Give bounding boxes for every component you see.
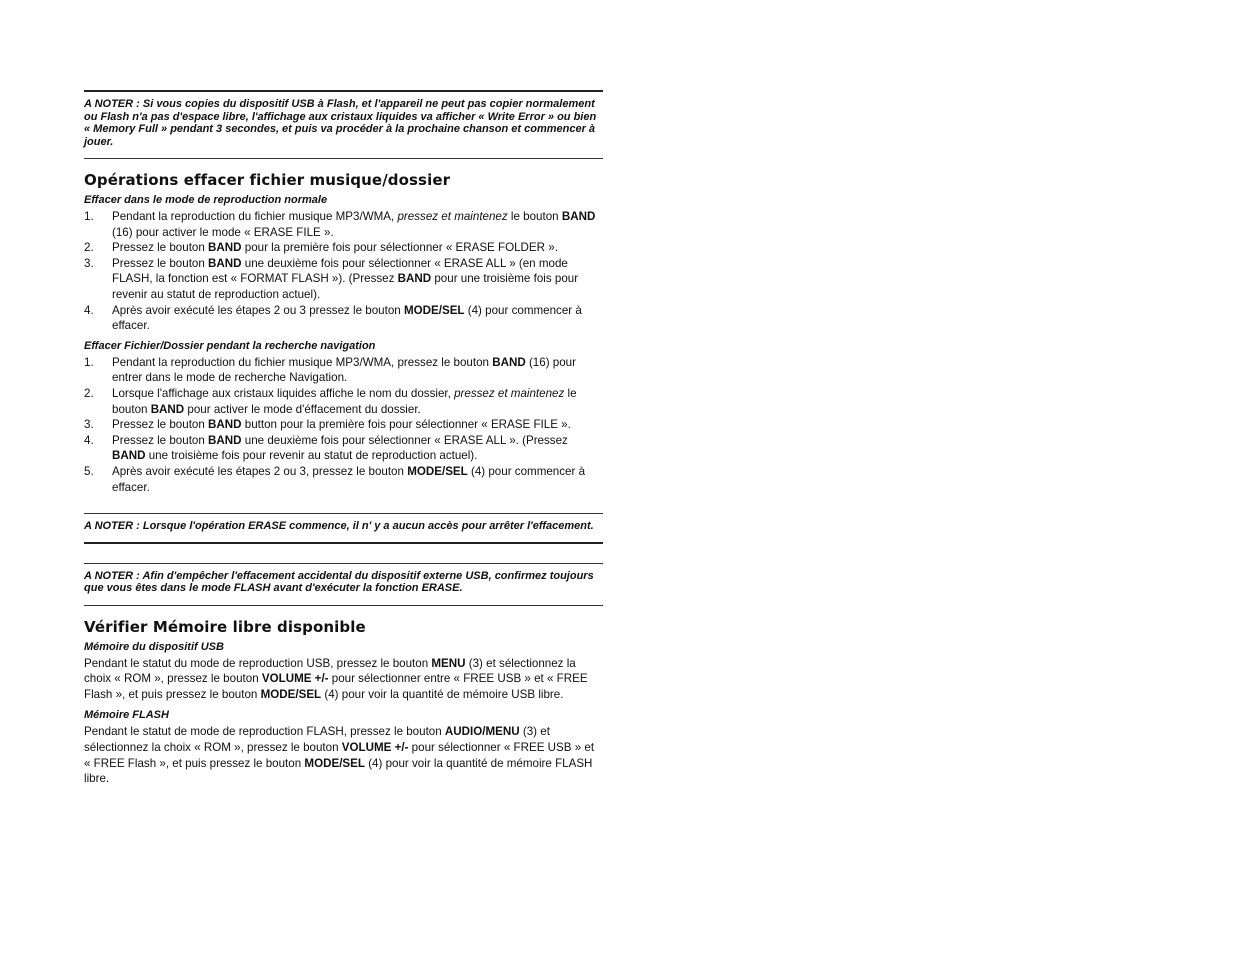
text-run: (4) pour commencer à effacer. <box>112 464 586 494</box>
subsection-title-usb-memory: Mémoire du dispositif USB <box>84 640 224 653</box>
divider <box>84 605 603 606</box>
list-number: 3. <box>84 418 94 432</box>
button-name: MODE/SEL <box>260 688 322 702</box>
text-run: pour sélectionner « FREE USB » et « FREE Flash », et puis pressez le bouton <box>84 740 595 770</box>
text-run: Pressez le bouton <box>112 418 209 432</box>
button-name: BAND <box>208 256 242 270</box>
text-run: pour sélectionner entre « FREE USB » et « FREE Flash », et puis pressez le bouton <box>84 672 588 702</box>
text-run: pour la première fois pour sélectionner « ERASE FOLDER ». <box>241 241 558 255</box>
text-run: une deuxième fois pour sélectionner « ERASE ALL ». (Pressez <box>241 433 568 447</box>
text-run: button pour la première fois pour sélectionner « ERASE FILE ». <box>241 418 571 432</box>
text-run: (4) pour voir la quantité de mémoire FLASH libre. <box>84 756 593 786</box>
list-text <box>112 417 603 433</box>
erase-navigation-steps <box>84 355 603 495</box>
list-text <box>112 240 603 256</box>
list-item <box>84 256 603 303</box>
button-name: BAND <box>492 355 526 369</box>
text-run: (4) pour voir la quantité de mémoire USB libre. <box>321 688 564 702</box>
list-text <box>112 386 603 417</box>
document-column <box>84 90 603 791</box>
text-run: (4) pour commencer à effacer. <box>112 303 582 333</box>
button-name: AUDIO/MENU <box>444 724 520 738</box>
text-run: une deuxième fois pour sélectionner « ERASE ALL » (en mode FLASH, la fonction est « FORMAT FLASH »). (Pressez <box>112 256 568 286</box>
list-number: 2. <box>84 241 94 255</box>
text-run: Après avoir exécuté les étapes 2 ou 3 pressez le bouton <box>112 303 404 317</box>
text-run: (3) et sélectionnez la choix « ROM », pressez le bouton <box>84 724 550 754</box>
subsection-title-erase-normal: Effacer dans le mode de reproduction normale <box>84 194 328 206</box>
list-text <box>112 303 603 334</box>
text-run: (16) pour entrer dans le mode de recherche Navigation. <box>112 355 576 385</box>
button-name: MODE/SEL <box>407 464 468 478</box>
button-name: BAND <box>208 241 242 255</box>
list-text <box>112 209 603 240</box>
erase-normal-steps <box>84 209 603 334</box>
list-text <box>112 464 603 495</box>
section-title-free-memory: Vérifier Mémoire libre disponible <box>84 617 366 636</box>
list-item <box>84 303 603 334</box>
list-item <box>84 240 603 256</box>
text-run: Pendant la reproduction du fichier musique MP3/WMA, pressez le bouton <box>112 355 493 369</box>
list-number: 2. <box>84 386 94 400</box>
note-flash-mode: A NOTER : Afin d'empêcher l'effacement accidental du dispositif externe USB, confirmez toujours que vous êtes dans le mode FLASH avant d'exécuter la fonction ERASE. <box>84 569 594 595</box>
list-item <box>84 209 603 240</box>
flash-memory-paragraph <box>84 724 603 787</box>
list-item <box>84 464 603 495</box>
section-title-erase: Opérations effacer fichier musique/dossier <box>84 171 451 189</box>
text-run: Pendant le statut de mode de reproduction FLASH, pressez le bouton <box>84 724 445 738</box>
text-run: Pressez le bouton <box>112 433 209 447</box>
list-text <box>112 433 603 464</box>
text-run: Lorsque l'affichage aux cristaux liquides affiche le nom du dossier, <box>112 386 455 400</box>
list-number: 3. <box>84 256 94 270</box>
divider <box>84 513 603 514</box>
button-name: BAND <box>208 418 242 432</box>
divider <box>84 90 603 92</box>
text-run: Après avoir exécuté les étapes 2 ou 3, pressez le bouton <box>112 464 408 478</box>
divider <box>84 563 603 564</box>
button-name: BAND <box>561 210 596 223</box>
text-run: une troisième fois pour revenir au statut de reproduction actuel). <box>145 449 478 463</box>
text-run: (3) et sélectionnez la choix « ROM », pressez le bouton <box>84 656 576 686</box>
divider <box>84 158 603 159</box>
list-text <box>112 355 603 386</box>
text-run: le bouton <box>112 386 577 416</box>
text-run: pour activer le mode d'éffacement du dossier. <box>184 402 421 416</box>
note-erase-no-stop: A NOTER : Lorsque l'opération ERASE commence, il n' y a aucun accès pour arrêter l'effacement. <box>84 520 594 533</box>
text-run: Pressez le bouton <box>112 241 209 255</box>
list-number: 1. <box>84 355 94 369</box>
text-run: pressez et maintenez <box>454 386 565 400</box>
button-name: MENU <box>431 656 466 670</box>
text-run: Pendant le statut du mode de reproduction USB, pressez le bouton <box>84 656 432 670</box>
list-number: 1. <box>84 210 94 223</box>
list-item <box>84 433 603 464</box>
list-text <box>112 256 603 303</box>
list-number: 4. <box>84 303 94 317</box>
list-item <box>84 417 603 433</box>
button-name: BAND <box>208 433 242 447</box>
note-copy-error: A NOTER : Si vous copies du dispositif USB à Flash, et l'appareil ne peut pas copier normalement ou Flash n'a pas d'espace libre, l'affichage aux cristaux liquides va afficher « Write Error » ou bien « Memory Full » pendant 3 secondes, et puis va procéder à la prochaine chanson et commencer à jouer. <box>84 98 597 148</box>
button-name: BAND <box>150 402 185 416</box>
list-item <box>84 386 603 417</box>
text-run: pressez et maintenez <box>397 210 508 223</box>
text-run: pour une troisième fois pour revenir au statut de reproduction actuel). <box>112 272 579 301</box>
text-run: (16) pour activer le mode « ERASE FILE ». <box>112 225 334 239</box>
button-name: VOLUME +/- <box>261 672 329 686</box>
list-number: 4. <box>84 433 94 447</box>
subsection-title-erase-navigation: Effacer Fichier/Dossier pendant la recherche navigation <box>84 339 376 352</box>
button-name: BAND <box>112 449 146 463</box>
text-run: Pressez le bouton <box>112 256 209 270</box>
button-name: VOLUME +/- <box>341 740 409 754</box>
list-item <box>84 355 603 386</box>
button-name: MODE/SEL <box>403 303 465 317</box>
button-name: MODE/SEL <box>304 756 365 770</box>
list-number: 5. <box>84 464 94 478</box>
text-run: Pendant la reproduction du fichier musique MP3/WMA, <box>112 210 398 223</box>
text-run: le bouton <box>507 210 562 223</box>
subsection-title-flash-memory: Mémoire FLASH <box>84 708 169 721</box>
button-name: BAND <box>397 272 432 286</box>
usb-memory-paragraph <box>84 656 603 703</box>
